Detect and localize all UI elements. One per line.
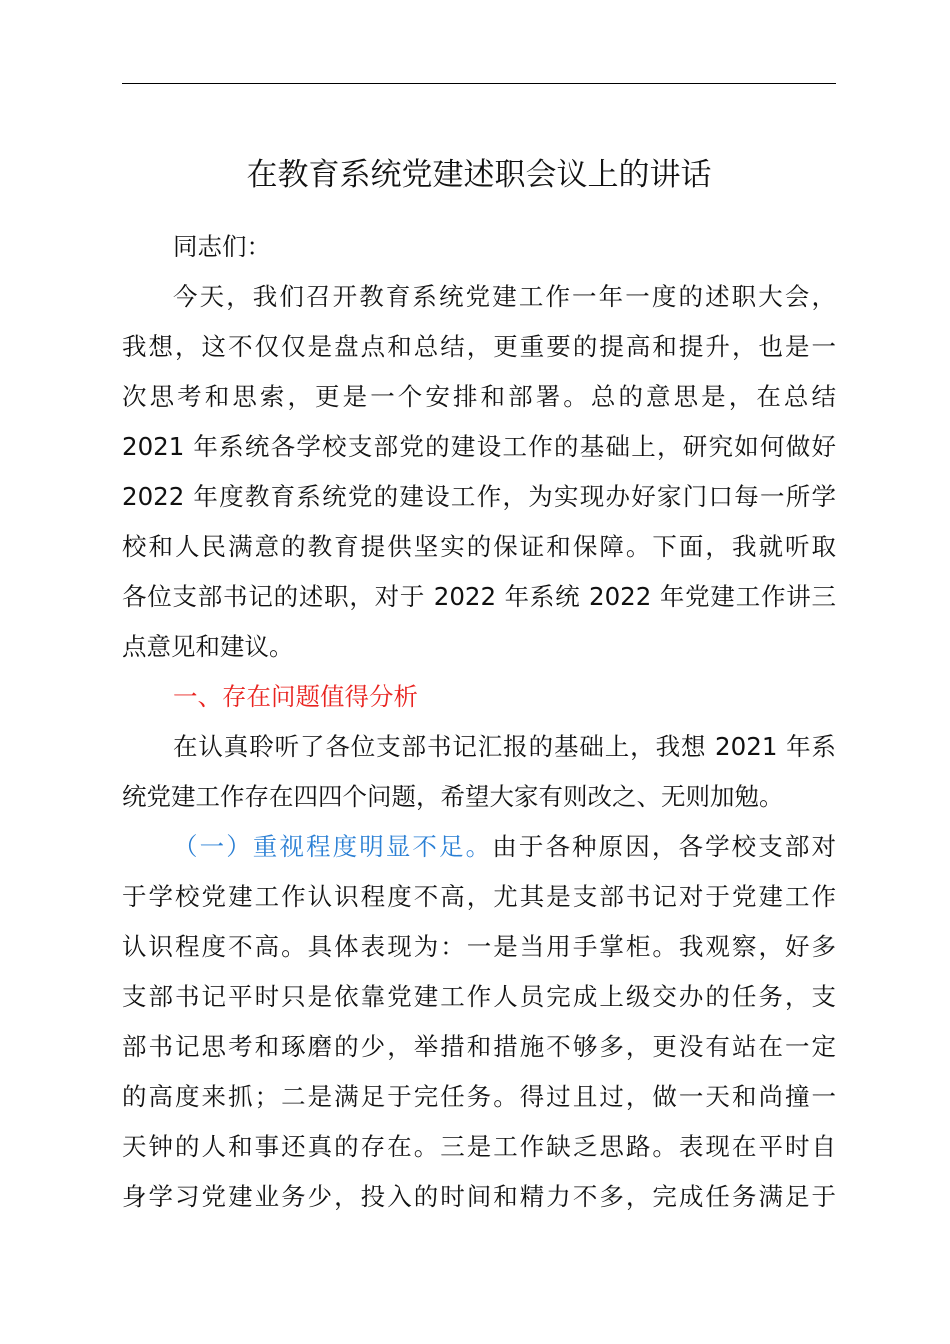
paragraph-line: 各位支部书记的述职，对于 2022 年系统 2022 年党建工作讲三	[122, 582, 836, 611]
paragraph-line	[173, 822, 836, 872]
paragraph-line: 校和人民满意的教育提供坚实的保证和保障。下面，我就听取	[122, 532, 836, 561]
paragraph-text: 由于各种原因，各学校支部对	[492, 832, 836, 861]
paragraph-line: 支部书记平时只是依靠党建工作人员完成上级交办的任务，支	[122, 982, 836, 1011]
paragraph-line: 2021 年系统各学校支部党的建设工作的基础上，研究如何做好	[122, 432, 836, 461]
section-heading: 一、存在问题值得分析	[173, 682, 418, 711]
greeting: 同志们：	[173, 232, 271, 261]
header-rule	[122, 83, 836, 84]
paragraph-line: 的高度来抓；二是满足于完任务。得过且过，做一天和尚撞一	[122, 1082, 836, 1111]
subheading: （一）重视程度明显不足。	[173, 832, 493, 861]
paragraph-line: 点意见和建议。	[122, 632, 294, 661]
paragraph-line: 于学校党建工作认识程度不高，尤其是支部书记对于党建工作	[122, 882, 836, 911]
paragraph-line: 在认真聆听了各位支部书记汇报的基础上，我想 2021 年系	[173, 732, 836, 761]
paragraph-line: 今天，我们召开教育系统党建工作一年一度的述职大会，	[173, 282, 836, 311]
paragraph-line: 2022 年度教育系统党的建设工作，为实现办好家门口每一所学	[122, 482, 836, 511]
paragraph-line: 身学习党建业务少，投入的时间和精力不多，完成任务满足于	[122, 1182, 836, 1211]
paragraph-line: 天钟的人和事还真的存在。三是工作缺乏思路。表现在平时自	[122, 1132, 836, 1161]
paragraph-line: 认识程度不高。具体表现为：一是当用手掌柜。我观察，好多	[122, 932, 836, 961]
paragraph-line: 统党建工作存在四四个问题，希望大家有则改之、无则加勉。	[122, 782, 784, 811]
paragraph-line: 部书记思考和琢磨的少，举措和措施不够多，更没有站在一定	[122, 1032, 836, 1061]
paragraph-line: 次思考和思索，更是一个安排和部署。总的意思是，在总结	[122, 382, 836, 411]
document-title: 在教育系统党建述职会议上的讲话	[246, 157, 712, 193]
paragraph-line: 我想，这不仅仅是盘点和总结，更重要的提高和提升，也是一	[122, 332, 836, 361]
